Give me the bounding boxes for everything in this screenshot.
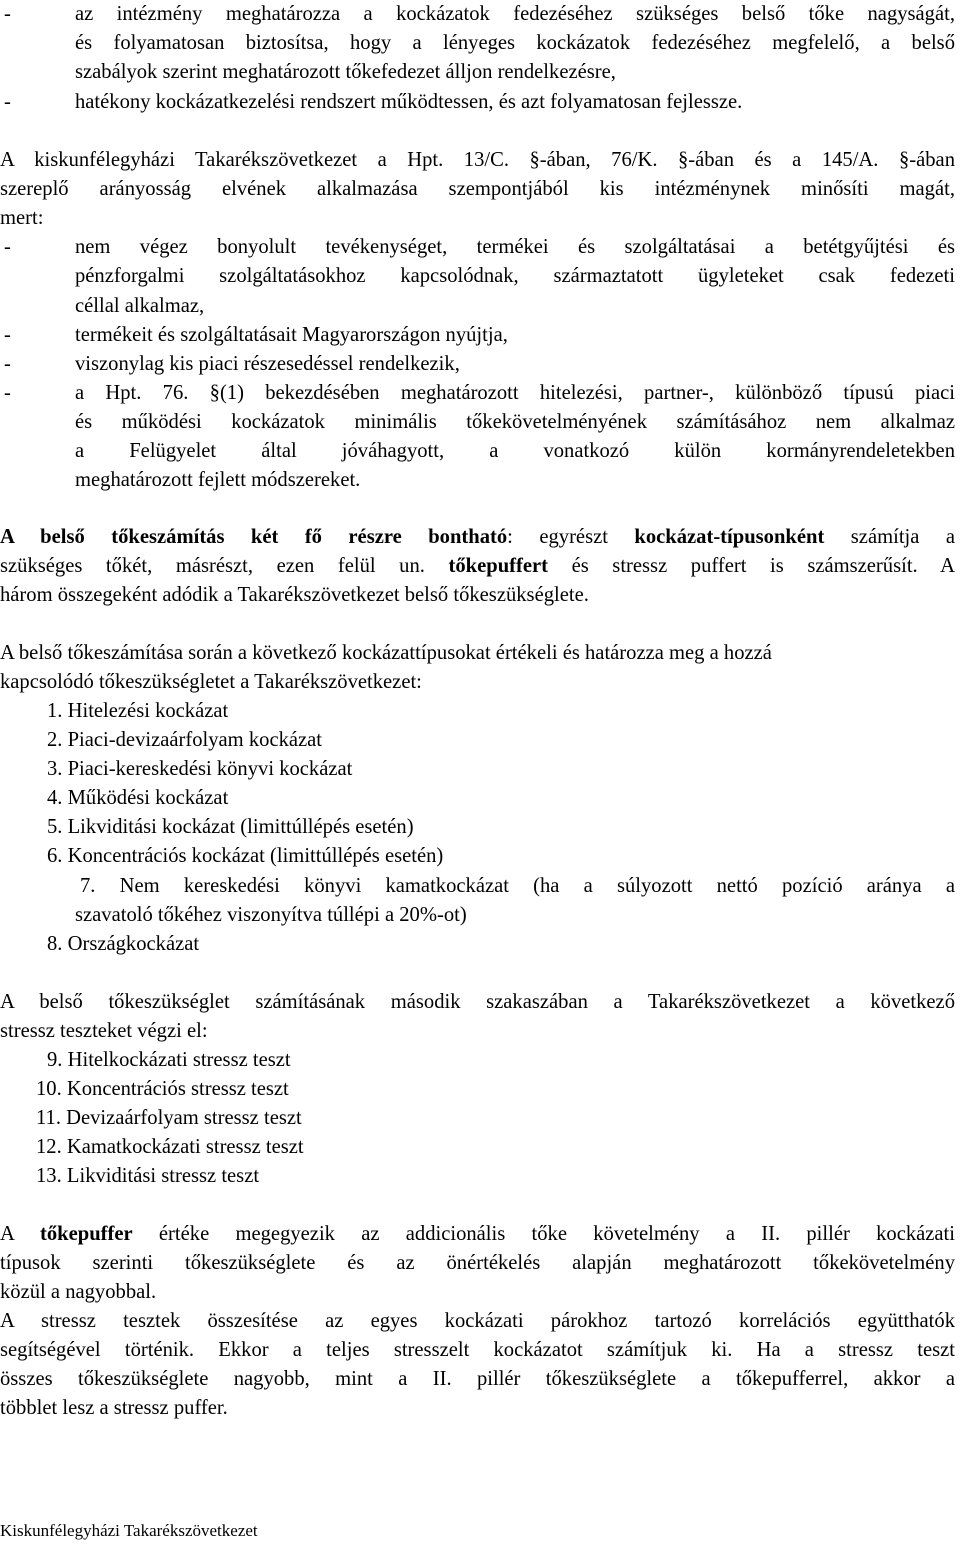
intro-bullet-1-line-3: szabályok szerint meghatározott tőkefedezet álljon rendelkezésre, xyxy=(75,61,616,83)
bold-phrase: tőkepuffer xyxy=(40,1223,133,1245)
risk-list-item: 8. Országkockázat xyxy=(47,933,200,955)
buffer-p2-line-3: összes tőkeszükséglete nagyobb, mint a II. pillér tőkeszükséglete a tőkepufferrel, akkor a xyxy=(0,1368,955,1390)
text-run: értéke megegyezik az addicionális tőke követelmény a II. pillér kockázati xyxy=(132,1223,955,1245)
buffer-p1-line-1 xyxy=(0,1220,955,1249)
buffer-p1-line-2: típusok szerinti tőkeszükséglete és az önértékelés alapján meghatározott tőkekövetelmény xyxy=(0,1252,955,1274)
bullet-dash: - xyxy=(4,324,11,346)
prop-bullet-4-line-2: és működési kockázatok minimális tőkekövetelményének számításához nem alkalmaz xyxy=(75,411,955,433)
intro-bullet-1-line-1: az intézmény meghatározza a kockázatok fedezéséhez szükséges belső tőke nagyságát, xyxy=(75,3,955,25)
text-run: : egyrészt xyxy=(507,526,635,548)
bullet-dash: - xyxy=(4,353,11,375)
risk-intro-line-2: kapcsolódó tőkeszükségletet a Takarékszövetkezet: xyxy=(0,671,422,693)
page-footer: Kiskunfélegyházi Takarékszövetkezet xyxy=(0,1521,258,1540)
capital-split-line-3: három összegeként adódik a Takarékszövetkezet belső tőkeszükséglete. xyxy=(0,584,589,606)
text-run: szükséges tőkét, másrészt, ezen felül un. xyxy=(0,555,449,577)
risk-list-item: 4. Működési kockázat xyxy=(47,787,229,809)
prop-bullet-4-line-4: meghatározott fejlett módszereket. xyxy=(75,469,361,491)
stress-list-item: 12. Kamatkockázati stressz teszt xyxy=(36,1136,304,1158)
stress-intro-line-1: A belső tőkeszükséglet számításának második szakaszában a Takarékszövetkezet a következő xyxy=(0,991,955,1013)
risk-list-item: 6. Koncentrációs kockázat (limittúllépés esetén) xyxy=(47,845,444,867)
prop-bullet-1-line-2: pénzforgalmi szolgáltatásokhoz kapcsolódnak, származtatott ügyleteket csak fedezeti xyxy=(75,265,955,287)
prop-bullet-1-line-3: céllal alkalmaz, xyxy=(75,295,205,317)
bold-phrase: kockázat-típusonként xyxy=(634,526,825,548)
risk-list-item: 5. Likviditási kockázat (limittúllépés esetén) xyxy=(47,816,414,838)
buffer-p2-line-2: segítségével történik. Ekkor a teljes stresszelt kockázatot számítjuk ki. Ha a stressz teszt xyxy=(0,1339,955,1361)
bold-phrase: A belső tőkeszámítás két fő részre bontható xyxy=(0,526,508,548)
text-run: és stressz puffert is számszerűsít. A xyxy=(548,555,955,577)
text-run: A xyxy=(0,1223,40,1245)
buffer-p1-line-3: közül a nagyobbal. xyxy=(0,1281,157,1303)
risk-list-item: 1. Hitelezési kockázat xyxy=(47,700,229,722)
buffer-p2-line-1: A stressz tesztek összesítése az egyes kockázati párokhoz tartozó korrelációs együtthatók xyxy=(0,1310,955,1332)
proportionality-line-1: A kiskunfélegyházi Takarékszövetkezet a Hpt. 13/C. §-ában, 76/K. §-ában és a 145/A. §-ában xyxy=(0,149,955,171)
bold-phrase: tőkepuffert xyxy=(448,555,549,577)
bullet-dash: - xyxy=(4,91,11,113)
risk-list-item-7-line-1: 7. Nem kereskedési könyvi kamatkockázat (ha a súlyozott nettó pozíció aránya a xyxy=(80,875,955,897)
risk-list-item-7-line-2: szavatoló tőkéhez viszonyítva túllépi a 20%-ot) xyxy=(75,904,467,926)
bullet-dash: - xyxy=(4,3,11,25)
prop-bullet-3: viszonylag kis piaci részesedéssel rendelkezik, xyxy=(75,353,460,375)
proportionality-line-2: szereplő arányosság elvének alkalmazása szempontjából kis intézménynek minősíti magát, xyxy=(0,178,955,200)
buffer-p2-line-4: többlet lesz a stressz puffer. xyxy=(0,1397,228,1419)
proportionality-line-3: mert: xyxy=(0,207,44,229)
stress-list-item: 11. Devizaárfolyam stressz teszt xyxy=(36,1107,302,1129)
stress-list-item: 9. Hitelkockázati stressz teszt xyxy=(47,1049,291,1071)
risk-list-item: 2. Piaci-devizaárfolyam kockázat xyxy=(47,729,323,751)
stress-list-item: 13. Likviditási stressz teszt xyxy=(36,1165,260,1187)
text-run: számítja a xyxy=(824,526,955,548)
stress-list-item: 10. Koncentrációs stressz teszt xyxy=(36,1078,289,1100)
prop-bullet-2: termékeit és szolgáltatásait Magyarországon nyújtja, xyxy=(75,324,508,346)
risk-intro-line-1: A belső tőkeszámítása során a következő kockázattípusokat értékeli és határozza meg a hozzá xyxy=(0,642,772,664)
bullet-dash: - xyxy=(4,236,11,258)
stress-intro-line-2: stressz teszteket végzi el: xyxy=(0,1020,208,1042)
prop-bullet-4-line-3: a Felügyelet által jóváhagyott, a vonatkozó külön kormányrendeletekben xyxy=(75,440,955,462)
capital-split-line-2 xyxy=(0,552,955,581)
intro-bullet-1-line-2: és folyamatosan biztosítsa, hogy a lényeges kockázatok fedezéséhez megfelelő, a belső xyxy=(75,32,955,54)
prop-bullet-4-line-1: a Hpt. 76. §(1) bekezdésében meghatározott hitelezési, partner-, különböző típusú piaci xyxy=(75,382,955,404)
risk-list-item: 3. Piaci-kereskedési könyvi kockázat xyxy=(47,758,353,780)
intro-bullet-2: hatékony kockázatkezelési rendszert működtessen, és azt folyamatosan fejlessze. xyxy=(75,91,743,113)
capital-split-line-1 xyxy=(0,523,955,552)
bullet-dash: - xyxy=(4,382,11,404)
prop-bullet-1-line-1: nem végez bonyolult tevékenységet, termékei és szolgáltatásai a betétgyűjtési és xyxy=(75,236,955,258)
